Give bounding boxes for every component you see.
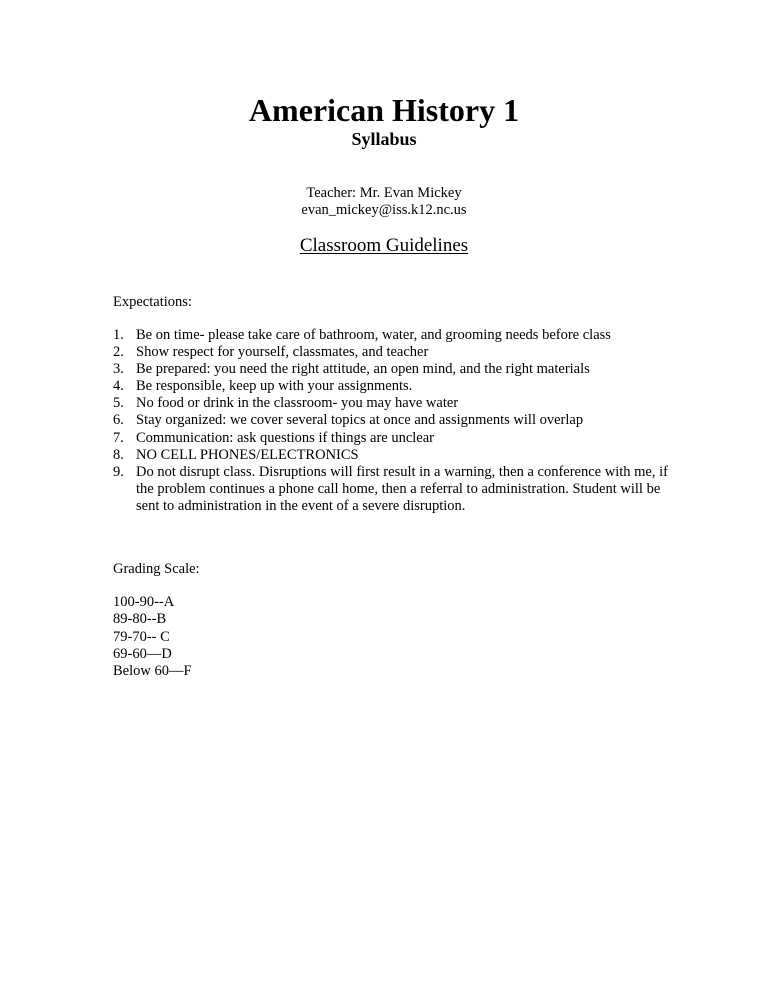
list-number: 6.: [113, 412, 124, 429]
grading-scale-label: Grading Scale:: [113, 561, 200, 577]
list-text: Stay organized: we cover several topics at once and assignments will overlap: [136, 412, 584, 429]
expectations-label: Expectations:: [113, 294, 192, 310]
list-text: Be prepared: you need the right attitude, an open mind, and the right materials: [136, 361, 590, 378]
grade-row: 69-60—D: [113, 645, 172, 662]
list-item: [113, 430, 673, 447]
list-number: 4.: [113, 378, 124, 395]
section-heading-text: Classroom Guidelines: [299, 235, 469, 256]
list-text: Communication: ask questions if things are unclear: [136, 429, 434, 446]
list-text: Be on time- please take care of bathroom, water, and grooming needs before class: [136, 327, 611, 343]
document-title: American History 1: [248, 92, 520, 128]
teacher-name: Teacher: Mr. Evan Mickey: [306, 185, 462, 201]
list-number: 9.: [113, 463, 124, 480]
list-number: 7.: [113, 429, 124, 446]
list-number: 8.: [113, 446, 124, 463]
list-number: 1.: [113, 327, 124, 343]
expectations-list: [113, 327, 673, 515]
list-item: [113, 412, 673, 429]
list-item: [113, 464, 673, 515]
list-item: [113, 361, 673, 378]
grading-scale-list: [113, 594, 192, 680]
teacher-email: evan_mickey@iss.k12.nc.us: [301, 202, 467, 218]
list-number: 2.: [113, 344, 124, 361]
list-number: 3.: [113, 361, 124, 378]
list-number: 5.: [113, 395, 124, 412]
grade-row: Below 60—F: [113, 663, 192, 680]
list-text: Show respect for yourself, classmates, and teacher: [136, 344, 429, 361]
list-text: Be responsible, keep up with your assignments.: [136, 378, 413, 395]
document-subtitle: Syllabus: [351, 129, 417, 149]
list-item: [113, 395, 673, 412]
grade-row: 100-90--A: [113, 594, 175, 610]
list-item: [113, 378, 673, 395]
grade-row: 79-70-- C: [113, 628, 170, 645]
list-text: Do not disrupt class. Disruptions will first result in a warning, then a conference with me, if the problem continues a phone call home, then a referral to administration. Student will be sent to administration in the event of a severe disruption.: [136, 463, 668, 514]
list-text: No food or drink in the classroom- you may have water: [136, 395, 459, 412]
list-item: [113, 344, 673, 361]
grade-row: 89-80--B: [113, 611, 167, 628]
list-item: [113, 447, 673, 464]
list-item: [113, 327, 673, 344]
list-text: NO CELL PHONES/ELECTRONICS: [136, 446, 359, 463]
section-heading: [0, 234, 768, 258]
